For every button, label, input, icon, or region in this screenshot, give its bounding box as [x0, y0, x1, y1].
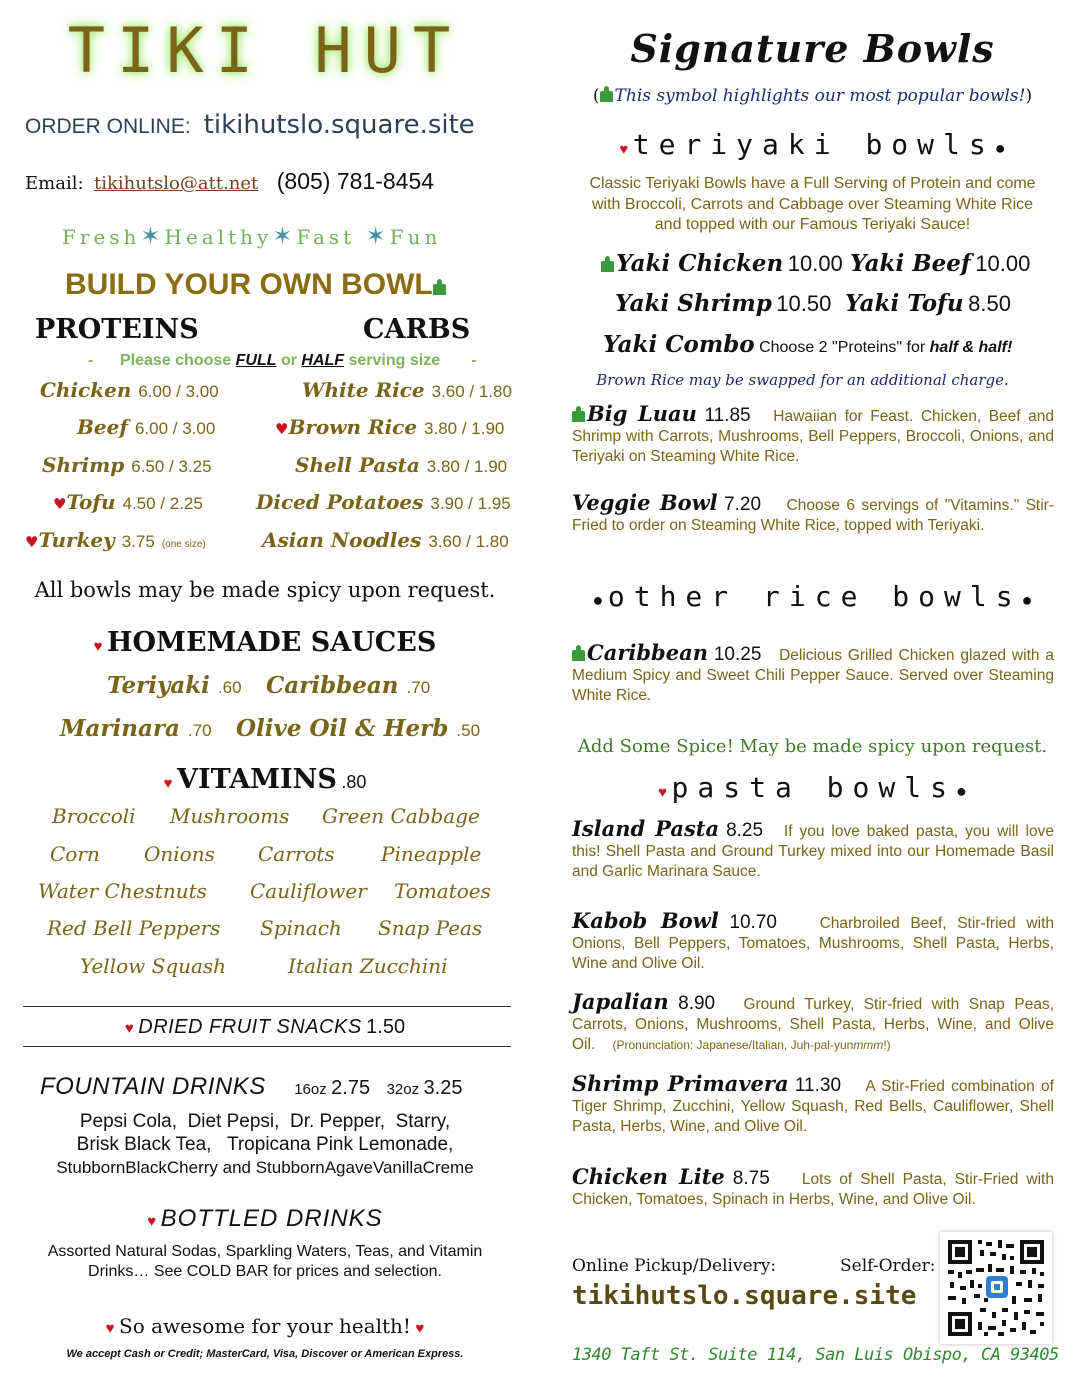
yaki-item: Yaki Chicken 10.00: [601, 250, 843, 277]
vitamin-item: Corn: [50, 842, 100, 866]
carb-item: ♥Brown Rice 3.80 / 1.90: [275, 415, 505, 439]
heart-icon: ♥: [275, 420, 289, 438]
protein-item: ♥Turkey 3.75 (one size): [25, 528, 206, 552]
popular-icon: [572, 650, 585, 661]
yaki-item: Yaki Shrimp 10.50: [615, 290, 832, 317]
vitamin-item: Red Bell Peppers: [47, 916, 221, 940]
heart-icon: ♥: [53, 495, 67, 513]
yaki-item: Yaki Beef 10.00: [850, 250, 1031, 277]
qr-code-image: [940, 1232, 1052, 1344]
pasta-header: ♥ pasta bowls●: [658, 771, 967, 804]
sauce-item: Marinara .70: [60, 715, 212, 742]
popular-icon: [601, 261, 614, 272]
bottled-desc: Assorted Natural Sodas, Sparkling Waters, Teas, and Vitamin Drinks… See COLD BAR for prices and selection.: [47, 1243, 483, 1280]
vitamin-item: Water Chestnuts: [38, 879, 207, 903]
vitamin-item: Broccoli: [52, 804, 136, 828]
email-link[interactable]: tikihutslo@att.net: [93, 173, 259, 194]
heart-icon: ♥: [25, 533, 39, 551]
vitamin-item: Carrots: [258, 842, 335, 866]
other-rice-header: ● other rice bowls●: [592, 580, 1033, 613]
heart-icon: ♥: [163, 775, 173, 792]
vitamin-item: Green Cabbage: [322, 804, 480, 828]
order-online: ORDER ONLINE: tikihutslo.square.site: [25, 110, 475, 140]
symbol-note: ( This symbol highlights our most popular bowls!): [592, 86, 1033, 106]
carb-item: Diced Potatoes 3.90 / 1.95: [256, 490, 511, 514]
divider: [23, 1006, 511, 1007]
japalian-item: Japalian 8.90 Ground Turkey, Stir-fried with Snap Peas, Carrots, Onions, Mushrooms, Shell Pasta, Herbs, Wine, and Olive Oil. (Pronunciation: Japanese/Italian, Juh-pal-yunmmm!): [572, 989, 1055, 1053]
spicy-note: All bowls may be made spicy upon request.: [34, 578, 496, 602]
fountain-heading: FOUNTAIN DRINKS 16oz 2.75 32oz 3.25: [40, 1073, 463, 1100]
dried-fruit-snacks: ♥ DRIED FRUIT SNACKS 1.50: [124, 1016, 406, 1038]
build-title: BUILD YOUR OWN BOWL: [65, 268, 448, 302]
yaki-item: Yaki Tofu 8.50: [845, 290, 1011, 317]
order-online-link[interactable]: tikihutslo.square.site: [203, 110, 475, 140]
order-url-link[interactable]: tikihutslo.square.site: [572, 1281, 917, 1311]
serving-note: - Please choose FULL or HALF serving size -: [88, 352, 477, 369]
vitamin-item: Italian Zucchini: [288, 954, 448, 978]
add-spice-note: Add Some Spice! May be made spicy upon request.: [577, 736, 1048, 757]
health-note: ♥ So awesome for your health! ♥: [105, 1314, 425, 1338]
heart-icon: ♥: [147, 1213, 157, 1230]
shrimp-primavera-item: Shrimp Primavera 11.30 A Stir-Fried combination of Tiger Shrimp, Zucchini, Yellow Squash, Red Bells, Cauliflower, Shell Pasta, Herbs, Wine, and Olive Oil.: [572, 1071, 1054, 1135]
vitamins-heading: ♥ VITAMINS .80: [163, 764, 367, 795]
starfish-icon: ✶: [365, 222, 390, 250]
vitamin-item: Yellow Squash: [80, 954, 227, 978]
popular-icon: [600, 91, 613, 102]
heart-icon: ♥: [105, 1320, 115, 1337]
sauce-item: Caribbean .70: [266, 672, 431, 699]
tagline: Fresh✶Healthy✶Fast ✶Fun: [62, 222, 442, 250]
divider: [23, 1046, 511, 1047]
bottled-heading: ♥ BOTTLED DRINKS: [147, 1205, 383, 1232]
proteins-heading: PROTEINS: [35, 314, 199, 345]
vitamin-item: Mushrooms: [170, 804, 290, 828]
self-order-label: Self-Order:: [840, 1256, 936, 1276]
caribbean-item: Caribbean 10.25 Delicious Grilled Chicken glazed with a Medium Spicy and Sweet Chili Pepper Sauce. Served over Steaming White Rice.: [572, 640, 1055, 704]
starfish-icon: ✶: [140, 222, 165, 250]
carb-item: Asian Noodles 3.60 / 1.80: [262, 528, 509, 552]
protein-item: Beef 6.00 / 3.00: [77, 415, 216, 439]
payment-note: We accept Cash or Credit; MasterCard, Visa, Discover or American Express.: [66, 1348, 464, 1360]
vitamin-item: Tomatoes: [394, 879, 491, 903]
sauce-item: Teriyaki .60: [107, 672, 242, 699]
vitamin-item: Spinach: [260, 916, 342, 940]
vitamin-item: Cauliflower: [250, 879, 367, 903]
popular-icon: [433, 284, 446, 295]
protein-item: Shrimp 6.50 / 3.25: [42, 453, 212, 477]
heart-icon: ♥: [93, 638, 103, 655]
heart-icon: ♥: [124, 1020, 134, 1037]
island-pasta-item: Island Pasta 8.25 If you love baked pasta, you will love this! Shell Pasta and Ground Turkey mixed into our Homemade Basil and Garlic Marinara Sauce.: [572, 816, 1054, 880]
teriyaki-header: ♥ teriyaki bowls●: [619, 128, 1006, 161]
veggie-bowl-item: Veggie Bowl 7.20 Choose 6 servings of "Vitamins." Stir-Fried to order on Steaming White Rice, topped with Teriyaki.: [572, 490, 1054, 534]
popular-icon: [572, 411, 585, 422]
heart-icon: ♥: [415, 1320, 425, 1337]
address: 1340 Taft St. Suite 114, San Luis Obispo, CA 93405: [572, 1345, 1059, 1365]
carb-item: White Rice 3.60 / 1.80: [302, 378, 512, 402]
vitamin-item: Onions: [144, 842, 215, 866]
brown-rice-note: Brown Rice may be swapped for an additional charge.: [596, 371, 1009, 389]
vitamin-item: Snap Peas: [378, 916, 483, 940]
teriyaki-desc: Classic Teriyaki Bowls have a Full Serving of Protein and come with Broccoli, Carrots and Cabbage over Steaming White Rice and topped with our Famous Teriyaki Sauce!: [589, 175, 1036, 233]
sauce-item: Olive Oil & Herb .50: [236, 715, 481, 742]
big-luau-item: Big Luau 11.85 Hawaiian for Feast. Chicken, Beef and Shrimp with Carrots, Mushrooms, Bell Peppers, Broccoli, Onions, and Teriyaki on Steaming White Rice.: [572, 401, 1055, 465]
contact-line: Email: tikihutslo@att.net (805) 781-8454: [25, 168, 435, 194]
starfish-icon: ✶: [272, 222, 297, 250]
carbs-heading: CARBS: [363, 314, 471, 345]
pickup-label: Online Pickup/Delivery:: [572, 1256, 777, 1276]
fountain-list: Pepsi Cola, Diet Pepsi, Dr. Pepper, Starry, Brisk Black Tea, Tropicana Pink Lemonade, StubbornBlackCherry and StubbornAgaveVanillaCreme: [56, 1111, 474, 1177]
protein-item: ♥Tofu 4.50 / 2.25: [53, 490, 203, 514]
logo-title: TIKI HUT: [67, 14, 463, 87]
sauces-heading: ♥ HOMEMADE SAUCES: [93, 627, 437, 658]
signature-title: Signature Bowls: [630, 26, 995, 71]
heart-icon: ♥: [619, 141, 629, 158]
carb-item: Shell Pasta 3.80 / 1.90: [295, 453, 508, 477]
yaki-combo: Yaki Combo Choose 2 "Proteins" for half & half!: [603, 331, 1013, 358]
protein-item: Chicken 6.00 / 3.00: [40, 378, 219, 402]
kabob-bowl-item: Kabob Bowl 10.70 Charbroiled Beef, Stir-fried with Onions, Bell Peppers, Tomatoes, Mushrooms, Shell Pasta, Herbs, Wine and Olive Oil.: [572, 908, 1055, 972]
vitamin-item: Pineapple: [381, 842, 482, 866]
heart-icon: ♥: [658, 784, 668, 801]
qr-code[interactable]: [940, 1232, 1052, 1344]
chicken-lite-item: Chicken Lite 8.75 Lots of Shell Pasta, Stir-Fried with Chicken, Tomatoes, Spinach in Herbs, Wine, and Olive Oil.: [572, 1164, 1054, 1208]
